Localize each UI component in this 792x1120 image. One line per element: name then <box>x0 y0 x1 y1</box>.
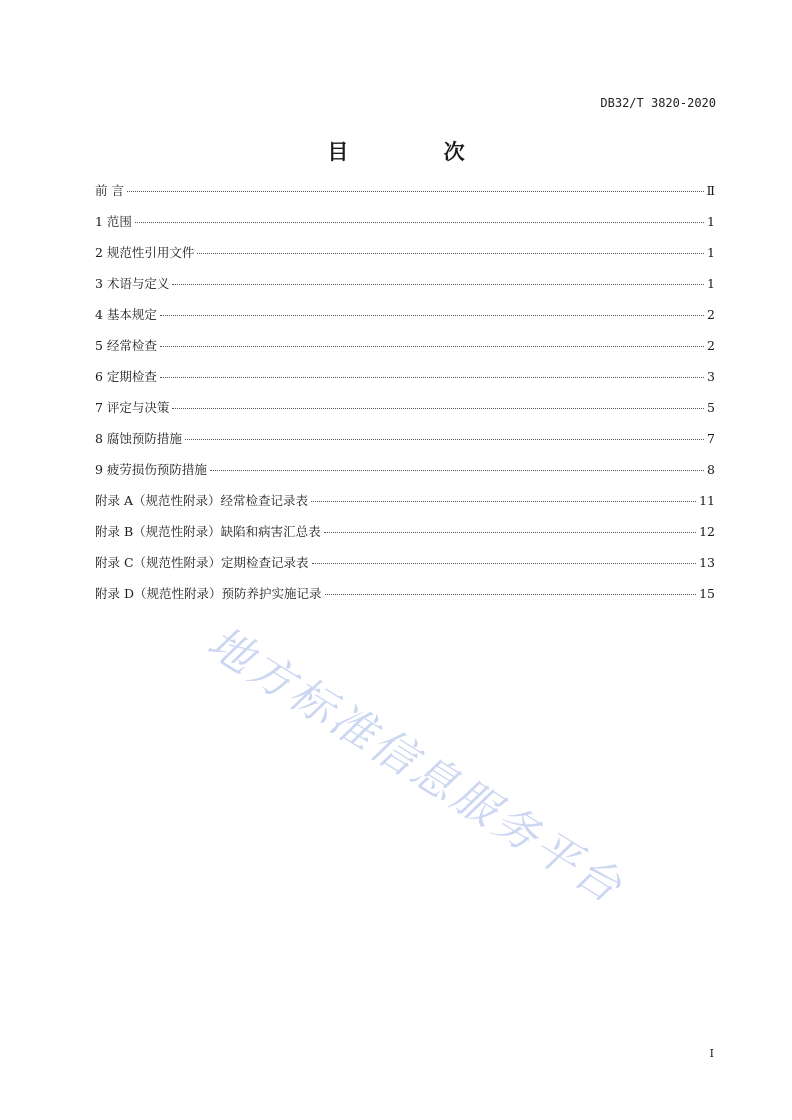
toc-entry-appendix-a[interactable] <box>95 492 715 523</box>
dot-leader <box>185 439 704 440</box>
toc-entry-page: 12 <box>699 524 715 539</box>
toc-entry-page: 11 <box>699 493 715 508</box>
toc-entry-appendix-c[interactable] <box>95 554 715 585</box>
toc-entry-label: 4 基本规定 <box>95 307 157 322</box>
page-number: I <box>709 1047 714 1060</box>
dot-leader <box>311 501 696 502</box>
dot-leader <box>312 563 697 564</box>
dot-leader <box>160 377 704 378</box>
toc-entry-page: 8 <box>707 462 715 477</box>
dot-leader <box>127 191 704 192</box>
toc-entry-basic-rules[interactable] <box>95 306 715 337</box>
toc-entry-page: 2 <box>707 307 715 322</box>
toc-entry-evaluation[interactable] <box>95 399 715 430</box>
toc-entry-label: 附录 D（规范性附录）预防养护实施记录 <box>95 586 322 601</box>
toc-entry-appendix-b[interactable] <box>95 523 715 554</box>
toc-entry-page: 2 <box>707 338 715 353</box>
toc-entry-periodic-inspection[interactable] <box>95 368 715 399</box>
toc-entry-page: 15 <box>699 586 715 601</box>
dot-leader <box>160 315 704 316</box>
dot-leader <box>325 594 697 595</box>
toc-entry-label: 5 经常检查 <box>95 338 157 353</box>
toc-entry-fatigue-prevention[interactable] <box>95 461 715 492</box>
toc-entry-label: 6 定期检查 <box>95 369 157 384</box>
dot-leader <box>160 346 704 347</box>
toc-entry-appendix-d[interactable] <box>95 585 715 616</box>
dot-leader <box>135 222 704 223</box>
toc-entry-page: 7 <box>707 431 715 446</box>
watermark: 地方标准信息服务平台 <box>198 617 633 915</box>
toc-entry-page: 5 <box>707 400 715 415</box>
dot-leader <box>210 470 704 471</box>
toc-entry-label: 3 术语与定义 <box>95 276 170 291</box>
toc-entry-page: Ⅱ <box>706 183 715 198</box>
toc-entry-page: 13 <box>699 555 715 570</box>
toc-entry-page: 1 <box>707 276 715 291</box>
toc-entry-label: 8 腐蚀预防措施 <box>95 431 182 446</box>
toc-entry-corrosion-prevention[interactable] <box>95 430 715 461</box>
toc-entry-label: 2 规范性引用文件 <box>95 245 195 260</box>
document-code: DB32/T 3820-2020 <box>600 96 716 110</box>
toc-entry-label: 附录 C（规范性附录）定期检查记录表 <box>95 555 309 570</box>
dot-leader <box>324 532 696 533</box>
toc-entry-label: 附录 B（规范性附录）缺陷和病害汇总表 <box>95 524 321 539</box>
page-title: 目 次 <box>327 140 509 164</box>
toc-entry-scope[interactable] <box>95 213 715 244</box>
dot-leader <box>172 284 704 285</box>
toc-entry-routine-inspection[interactable] <box>95 337 715 368</box>
toc-entry-preface[interactable] <box>95 182 715 213</box>
toc-entry-label: 7 评定与决策 <box>95 400 170 415</box>
toc-entry-normative-references[interactable] <box>95 244 715 275</box>
toc-entry-page: 3 <box>707 369 715 384</box>
toc-entry-label: 附录 A（规范性附录）经常检查记录表 <box>95 493 309 508</box>
toc-entry-label: 前 言 <box>95 183 124 198</box>
dot-leader <box>197 253 704 254</box>
toc-entry-page: 1 <box>707 245 715 260</box>
dot-leader <box>172 408 704 409</box>
table-of-contents <box>95 182 715 616</box>
toc-entry-label: 1 范围 <box>95 214 132 229</box>
toc-entry-terms[interactable] <box>95 275 715 306</box>
toc-entry-label: 9 疲劳损伤预防措施 <box>95 462 207 477</box>
toc-entry-page: 1 <box>707 214 715 229</box>
